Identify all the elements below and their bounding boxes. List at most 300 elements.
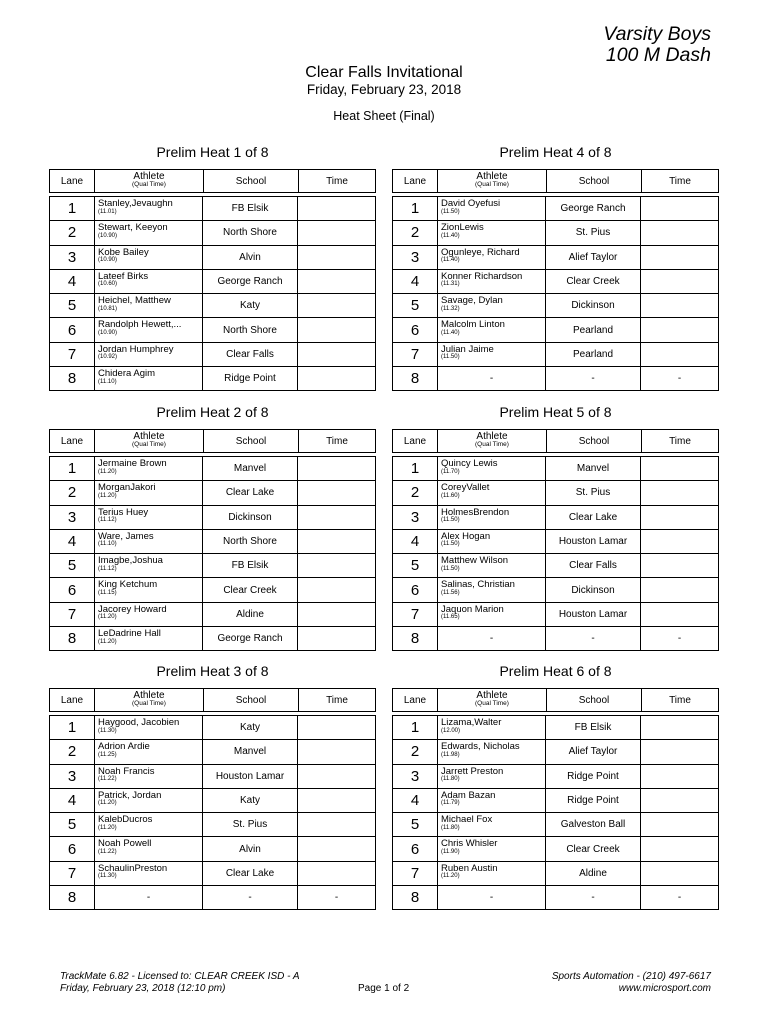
heat-table-body (49, 456, 376, 651)
qual-time: (11.50) (441, 517, 460, 524)
table-row (50, 553, 375, 577)
athlete-header (94, 689, 203, 711)
qual-time: (11.50) (441, 208, 460, 215)
school-cell: Alief Taylor (545, 740, 640, 763)
athlete-header (94, 170, 203, 192)
athlete-cell (437, 221, 545, 244)
table-row (393, 861, 718, 885)
table-row (393, 716, 718, 739)
school-cell: Alief Taylor (545, 246, 640, 269)
time-cell (297, 270, 375, 293)
heat-title: Prelim Heat 3 of 8 (156, 663, 269, 679)
heat-title: Prelim Heat 1 of 8 (156, 144, 269, 160)
time-cell (640, 789, 718, 812)
athlete-name: Lateef Birks (98, 270, 149, 282)
athlete-cell (94, 627, 202, 650)
athlete-cell (437, 578, 545, 601)
athlete-cell (437, 530, 545, 553)
athlete-name: Jarrett Preston (441, 765, 504, 777)
athlete-cell (437, 246, 545, 269)
event-title (603, 24, 711, 66)
qual-time: (11.90) (441, 848, 460, 855)
school-cell: Ridge Point (545, 765, 640, 788)
time-cell (640, 343, 718, 366)
qual-time: (11.50) (441, 354, 460, 361)
lane-header: Lane (60, 175, 84, 187)
lane-number: 8 (410, 370, 420, 388)
lane-number: 2 (67, 743, 77, 761)
lane-number: 3 (67, 248, 77, 266)
qual-time: (10.90) (98, 232, 118, 239)
athlete-header (94, 430, 203, 452)
event-line-1: Varsity Boys (603, 23, 711, 45)
athlete-name: CoreyVallet (441, 482, 490, 494)
lane-number: 3 (410, 767, 420, 785)
athlete-cell (437, 506, 545, 529)
time-header: Time (298, 430, 375, 452)
athlete-name: Adam Bazan (441, 789, 496, 801)
school-cell: Clear Creek (202, 578, 297, 601)
athlete-name: Konner Richardson (441, 270, 523, 282)
athlete-cell (94, 221, 202, 244)
athlete-cell: - (437, 886, 545, 909)
table-header (49, 688, 376, 712)
athlete-cell (437, 837, 545, 860)
lane-number: 2 (410, 484, 420, 502)
time-cell (297, 603, 375, 626)
footer-vendor-phone: Sports Automation - (210) 497-6617 (551, 971, 711, 982)
time-cell (640, 837, 718, 860)
athlete-cell (437, 554, 545, 577)
qual-time: (11.32) (441, 305, 460, 312)
time-cell (640, 740, 718, 763)
table-row (393, 245, 718, 269)
athlete-cell (437, 270, 545, 293)
school-cell: - (202, 886, 297, 909)
athlete-name: Heichel, Matthew (98, 295, 171, 307)
table-row (50, 812, 375, 836)
heat-table-body (392, 456, 719, 651)
qual-time: (11.20) (98, 492, 117, 499)
heat-block (392, 143, 719, 391)
athlete-name: Randolph Hewett,... (98, 319, 182, 331)
school-cell: - (545, 367, 640, 390)
time-cell (640, 506, 718, 529)
athlete-name: Chidera Agim (98, 368, 156, 380)
lane-header: Lane (403, 175, 427, 187)
time-cell (640, 221, 718, 244)
lane-number: 6 (67, 840, 77, 858)
qual-time: (11.80) (441, 824, 460, 831)
lane-number: 8 (67, 370, 77, 388)
athlete-cell: - (437, 627, 545, 650)
table-row (50, 739, 375, 763)
time-cell (640, 270, 718, 293)
lane-number: 2 (410, 224, 420, 242)
meet-date: Friday, February 23, 2018 (306, 82, 462, 97)
lane-number: 1 (67, 460, 77, 478)
lane-number: 1 (67, 719, 77, 737)
athlete-cell (94, 813, 202, 836)
school-cell: Katy (202, 716, 297, 739)
school-cell: - (545, 627, 640, 650)
athlete-header (437, 170, 546, 192)
time-cell (640, 197, 718, 220)
qual-time: (11.98) (441, 751, 460, 758)
time-cell (640, 765, 718, 788)
school-cell: Clear Creek (545, 270, 640, 293)
school-cell: FB Elsik (545, 716, 640, 739)
school-cell: Dickinson (202, 506, 297, 529)
lane-number: 1 (67, 200, 77, 218)
school-header: School (203, 170, 298, 192)
time-header: Time (641, 689, 718, 711)
lane-number: 6 (410, 840, 420, 858)
lane-number: 1 (410, 719, 420, 737)
lane-number: 7 (410, 345, 420, 363)
time-cell: - (297, 886, 375, 909)
table-row (393, 602, 718, 626)
athlete-name: Jermaine Brown (98, 458, 167, 469)
heat-title: Prelim Heat 2 of 8 (156, 404, 269, 420)
table-row (393, 366, 718, 390)
qual-time: (11.20) (98, 468, 117, 475)
school-cell: Clear Lake (202, 862, 297, 885)
lane-number: 5 (67, 297, 77, 315)
time-cell (640, 294, 718, 317)
table-header (49, 169, 376, 193)
table-row (393, 764, 718, 788)
athlete-header-label: Athlete (476, 171, 508, 182)
athlete-name: Malcolm Linton (441, 319, 505, 331)
heat-block (392, 662, 719, 910)
table-row (393, 269, 718, 293)
time-cell (640, 716, 718, 739)
athlete-name: Michael Fox (441, 814, 493, 826)
lane-number: 3 (410, 248, 420, 266)
athlete-cell (437, 343, 545, 366)
athlete-cell (437, 318, 545, 341)
table-row (393, 293, 718, 317)
athlete-cell (437, 813, 545, 836)
table-row (393, 529, 718, 553)
athlete-cell (437, 457, 545, 480)
athlete-cell (437, 294, 545, 317)
table-row (393, 577, 718, 601)
athlete-header-label: Athlete (133, 431, 165, 442)
school-cell: Ridge Point (202, 367, 297, 390)
heat-block (49, 143, 376, 391)
footer-printed-date: Friday, February 23, 2018 (12:10 pm) (60, 983, 226, 994)
athlete-name: Lizama,Walter (441, 717, 502, 728)
time-header: Time (641, 170, 718, 192)
athlete-cell (94, 506, 202, 529)
athlete-name: Salinas, Christian (441, 579, 515, 591)
athlete-cell (94, 294, 202, 317)
school-cell: North Shore (202, 318, 297, 341)
school-cell: Clear Lake (202, 481, 297, 504)
time-cell (640, 813, 718, 836)
qual-time: (11.15) (98, 589, 117, 596)
time-cell (297, 221, 375, 244)
table-row (393, 553, 718, 577)
time-header: Time (298, 689, 375, 711)
qual-time: (11.80) (441, 776, 460, 783)
heat-block (49, 662, 376, 910)
athlete-cell (94, 318, 202, 341)
qual-time: (10.60) (98, 281, 118, 288)
qual-time: (11.01) (98, 208, 117, 215)
heat-table-body (392, 196, 719, 391)
time-header: Time (641, 430, 718, 452)
time-cell (297, 837, 375, 860)
athlete-name: David Oyefusi (441, 198, 501, 209)
qual-time: (11.22) (98, 848, 117, 855)
table-row (393, 836, 718, 860)
table-row (50, 716, 375, 739)
athlete-cell (94, 837, 202, 860)
lane-number: 3 (67, 508, 77, 526)
table-row (393, 885, 718, 909)
athlete-name: MorganJakori (98, 482, 156, 494)
lane-number: 4 (410, 273, 420, 291)
school-header: School (203, 689, 298, 711)
athlete-name: Julian Jaime (441, 343, 494, 355)
athlete-cell (94, 862, 202, 885)
table-row (50, 885, 375, 909)
athlete-name: Adrion Ardie (98, 741, 150, 753)
qual-time: (11.10) (98, 541, 117, 548)
lane-number: 7 (410, 864, 420, 882)
event-line-2: 100 M Dash (605, 44, 711, 66)
athlete-cell (94, 554, 202, 577)
qual-time-header-label: (Qual Time) (132, 441, 166, 448)
lane-number: 4 (67, 273, 77, 291)
table-row (50, 457, 375, 480)
table-row (393, 197, 718, 220)
athlete-name: LeDadrine Hall (98, 628, 161, 640)
qual-time-header-label: (Qual Time) (132, 700, 166, 707)
athlete-cell (94, 789, 202, 812)
time-cell (297, 197, 375, 220)
school-cell: Katy (202, 294, 297, 317)
footer-vendor-url: www.microsport.com (618, 983, 711, 994)
qual-time: (11.50) (441, 541, 460, 548)
time-cell (297, 294, 375, 317)
athlete-name: Noah Powell (98, 838, 152, 850)
school-header: School (546, 689, 641, 711)
time-cell: - (640, 627, 718, 650)
athlete-cell (94, 603, 202, 626)
qual-time: (11.12) (98, 565, 117, 572)
table-row (50, 317, 375, 341)
athlete-header-label: Athlete (476, 690, 508, 701)
school-cell: Aldine (202, 603, 297, 626)
time-cell (640, 457, 718, 480)
time-cell (297, 716, 375, 739)
lane-header: Lane (60, 435, 84, 447)
athlete-cell (437, 197, 545, 220)
heat-table-body (392, 715, 719, 910)
athlete-name: Stewart, Keeyon (98, 222, 168, 234)
table-row (393, 812, 718, 836)
athlete-name: Matthew Wilson (441, 555, 509, 567)
school-cell: North Shore (202, 221, 297, 244)
school-cell: FB Elsik (202, 554, 297, 577)
athlete-cell (437, 603, 545, 626)
time-cell (297, 862, 375, 885)
table-row (50, 245, 375, 269)
qual-time: (11.22) (98, 776, 117, 783)
table-row (50, 626, 375, 650)
qual-time: (11.30) (98, 873, 117, 880)
athlete-cell (94, 765, 202, 788)
athlete-name: Haygood, Jacobien (98, 717, 180, 728)
time-cell (297, 318, 375, 341)
time-cell (297, 457, 375, 480)
school-cell: George Ranch (202, 627, 297, 650)
school-cell: Houston Lamar (545, 603, 640, 626)
table-row (50, 788, 375, 812)
school-cell: Galveston Ball (545, 813, 640, 836)
table-row (50, 764, 375, 788)
qual-time: (11.79) (441, 800, 460, 807)
table-row (50, 366, 375, 390)
table-row (393, 739, 718, 763)
athlete-cell: - (437, 367, 545, 390)
footer-vendor (552, 971, 711, 995)
heat-block (49, 403, 376, 651)
meet-name: Clear Falls Invitational (305, 64, 463, 81)
school-header: School (546, 170, 641, 192)
athlete-name: Savage, Dylan (441, 295, 503, 307)
heat-title: Prelim Heat 4 of 8 (499, 144, 612, 160)
lane-number: 3 (410, 508, 420, 526)
time-cell (640, 481, 718, 504)
school-cell: George Ranch (545, 197, 640, 220)
lane-number: 6 (410, 581, 420, 599)
qual-time: (11.10) (98, 378, 117, 385)
school-cell: Clear Creek (545, 837, 640, 860)
school-cell: FB Elsik (202, 197, 297, 220)
school-cell: St. Pius (545, 221, 640, 244)
table-header (392, 169, 719, 193)
table-header (392, 688, 719, 712)
athlete-name: SchaulinPreston (98, 862, 168, 874)
athlete-name: Stanley,Jevaughn (98, 198, 173, 209)
qual-time-header-label: (Qual Time) (475, 441, 509, 448)
footer-license (60, 971, 300, 995)
school-cell: Manvel (202, 740, 297, 763)
athlete-cell (437, 765, 545, 788)
lane-number: 8 (67, 889, 77, 907)
athlete-cell: - (94, 886, 202, 909)
lane-header: Lane (60, 694, 84, 706)
athlete-name: Imagbe,Joshua (98, 555, 163, 567)
athlete-cell (94, 367, 202, 390)
school-cell: Manvel (545, 457, 640, 480)
time-cell (640, 578, 718, 601)
athlete-name: KalebDucros (98, 814, 153, 826)
athlete-cell (94, 578, 202, 601)
table-row (393, 457, 718, 480)
athlete-cell (437, 740, 545, 763)
athlete-name: King Ketchum (98, 579, 158, 591)
qual-time: (11.20) (98, 614, 117, 621)
table-row (393, 342, 718, 366)
time-cell (297, 740, 375, 763)
qual-time: (11.25) (98, 751, 117, 758)
qual-time: (10.90) (98, 329, 118, 336)
school-cell: Houston Lamar (202, 765, 297, 788)
athlete-cell (94, 716, 202, 739)
school-cell: Pearland (545, 318, 640, 341)
school-cell: Aldine (545, 862, 640, 885)
athlete-name: Kobe Bailey (98, 246, 149, 258)
school-cell: St. Pius (545, 481, 640, 504)
time-cell (640, 554, 718, 577)
qual-time: (10.92) (98, 354, 118, 361)
qual-time: (11.20) (441, 873, 460, 880)
table-row (393, 317, 718, 341)
athlete-name: Ruben Austin (441, 862, 498, 874)
lane-number: 7 (410, 605, 420, 623)
time-cell (297, 813, 375, 836)
school-cell: Clear Falls (202, 343, 297, 366)
table-row (50, 505, 375, 529)
lane-number: 3 (67, 767, 77, 785)
table-row (50, 602, 375, 626)
qual-time: (11.20) (98, 800, 117, 807)
athlete-name: Jacorey Howard (98, 603, 167, 615)
qual-time: (10.81) (98, 305, 118, 312)
school-cell: George Ranch (202, 270, 297, 293)
athlete-header-label: Athlete (133, 171, 165, 182)
athlete-cell (437, 716, 545, 739)
athlete-header-label: Athlete (133, 690, 165, 701)
qual-time: (11.20) (98, 638, 117, 645)
heat-title: Prelim Heat 5 of 8 (499, 404, 612, 420)
school-cell: Clear Lake (545, 506, 640, 529)
athlete-name: Jaquon Marion (441, 603, 504, 615)
athlete-name: Jordan Humphrey (98, 343, 174, 355)
time-cell (297, 343, 375, 366)
qual-time: (11.60) (441, 492, 460, 499)
table-header (49, 429, 376, 453)
qual-time: (11.12) (98, 517, 117, 524)
table-row (50, 861, 375, 885)
time-cell (297, 789, 375, 812)
athlete-header (437, 430, 546, 452)
lane-number: 8 (410, 630, 420, 648)
qual-time: (11.30) (98, 727, 117, 734)
school-cell: - (545, 886, 640, 909)
lane-number: 4 (67, 792, 77, 810)
lane-number: 5 (410, 557, 420, 575)
time-cell (640, 530, 718, 553)
lane-number: 6 (410, 321, 420, 339)
school-cell: Pearland (545, 343, 640, 366)
heat-block (392, 403, 719, 651)
table-row (50, 220, 375, 244)
athlete-cell (94, 457, 202, 480)
qual-time: (11.56) (441, 589, 460, 596)
time-cell: - (640, 367, 718, 390)
lane-number: 7 (67, 345, 77, 363)
table-row (50, 836, 375, 860)
lane-number: 4 (67, 533, 77, 551)
school-header: School (546, 430, 641, 452)
